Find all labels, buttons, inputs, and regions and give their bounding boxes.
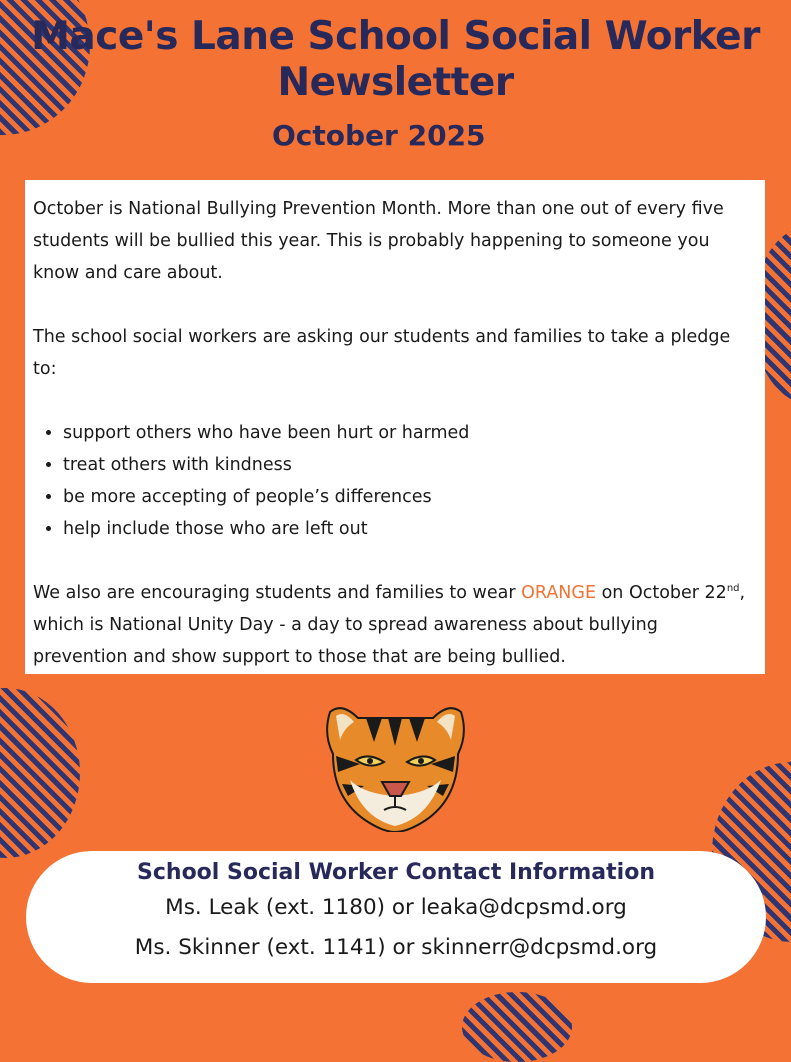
unity-day-paragraph [33, 577, 755, 673]
contact-info-panel [26, 851, 766, 983]
decorative-striped-circle [462, 992, 572, 1062]
decorative-striped-circle [0, 688, 80, 858]
unity-text-end: , which is National Unity Day - a day to spread awareness about bullying prevention and show support to those that are being bullied. [33, 583, 746, 667]
pledge-list [33, 417, 755, 545]
orange-highlight: ORANGE [521, 583, 597, 603]
list-item: • treat others with kindness [63, 449, 755, 481]
unity-text-start: We also are encouraging students and families to wear [33, 583, 522, 603]
list-item: • help include those who are left out [63, 513, 755, 545]
list-item: • support others who have been hurt or harmed [63, 417, 755, 449]
page-title: Mace's Lane School Social Worker Newsletter [31, 14, 760, 105]
list-item: • be more accepting of people’s differences [63, 481, 755, 513]
unity-text-mid: on October 22 [596, 583, 727, 603]
newsletter-body [25, 180, 765, 674]
intro-paragraph: October is National Bullying Prevention Month. More than one out of every five students will be bullied this year. This is probably happening to someone you know and care about. [33, 199, 724, 283]
contact-line-leak: Ms. Leak (ext. 1180) or leaka@dcpsmd.org [165, 895, 627, 920]
page-subtitle: October 2025 [272, 119, 486, 152]
pledge-intro-paragraph: The school social workers are asking our students and families to take a pledge to: [33, 327, 731, 379]
tiger-face-icon [308, 698, 483, 832]
contact-line-skinner: Ms. Skinner (ext. 1141) or skinnerr@dcpsmd.org [134, 935, 658, 960]
date-suffix: nd [726, 583, 740, 595]
contact-heading: School Social Worker Contact Information [137, 860, 655, 885]
